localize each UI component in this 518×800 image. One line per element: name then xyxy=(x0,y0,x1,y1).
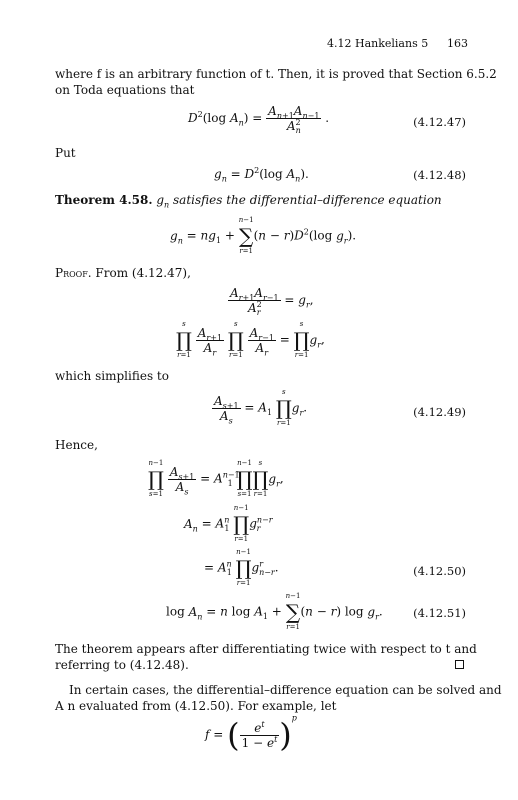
theorem-equation: $g_n = ng_1$ + n−1 ∑ r=1 $(n - r)D^2(\log$ $g_r$). xyxy=(170,216,357,255)
hence-equation: n−1 ∏ s=1 $\frac{A_{s+1}}{A_s}$ = $A^{n-1}_1$ n−1 ∏ s=1 s ∏ r=1 $g_r$, xyxy=(148,459,284,498)
equation-4-12-50: = $A^n_1$ n−1 ∏ r=1 $g^r_{n-r}$. xyxy=(204,548,279,587)
equation-number: (4.12.50) xyxy=(413,564,466,578)
page-number: 163 xyxy=(447,37,468,50)
paragraph-line: on Toda equations that xyxy=(55,83,195,97)
paragraph-line: In certain cases, the differential–difference equation can be solved and xyxy=(69,683,502,697)
equation-number: (4.12.48) xyxy=(413,168,466,182)
equation-4-12-51: $\log A_n = n$ $\log A_1$ + n−1 ∑ r=1 (n − r) $\log g_r$. xyxy=(166,592,383,631)
theorem: Theorem 4.58. $g_n$ satisfies the differential–difference equation xyxy=(55,193,442,210)
An-equation: $A_n = A^n_1$ n−1 ∏ r=1 $g^{n-r}_r$ xyxy=(184,504,273,543)
equation-number: (4.12.49) xyxy=(413,405,466,419)
paragraph-line: Hence, xyxy=(55,438,98,452)
equation-number: (4.12.47) xyxy=(413,115,466,129)
proof-equation-1: $\frac{A_{r+1}A_{r-1}}{A^2_r}$ = $g_r$, xyxy=(230,286,314,318)
theorem-label: Theorem 4.58. xyxy=(55,193,153,207)
paragraph-line: referring to (4.12.48). xyxy=(55,658,189,672)
proof-text: From (4.12.47), xyxy=(95,266,191,280)
proof-label: Proof. xyxy=(55,266,92,280)
proof xyxy=(55,265,191,281)
equation-4-12-48: $g_n = D^2(\log$ $A_n$). xyxy=(214,166,309,184)
paragraph-line: where f is an arbitrary function of t. Then, it is proved that Section 6.5.2 xyxy=(55,67,497,81)
equation-number: (4.12.51) xyxy=(413,606,466,620)
paragraph-line: which simplifies to xyxy=(55,369,169,383)
qed-box xyxy=(455,660,464,669)
equation-4-12-49: $\frac{A_{s+1}}{A_s}$ = $A_1$ s ∏ r=1 $g_r$. xyxy=(214,388,308,427)
f-equation: f = ( $\frac{e^t}{1 - e^t}$ )$^p$ xyxy=(205,713,297,754)
paragraph-line: The theorem appears after differentiating twice with respect to t and xyxy=(55,642,477,656)
running-header: 4.12 Hankelians 5 xyxy=(327,37,429,50)
paragraph-line: A n evaluated from (4.12.50). For example, let xyxy=(55,699,337,713)
proof-equation-2: s ∏ r=1 $\frac{A_{r+1}}{A_r}$ s ∏ r=1 $\frac{A_{r-1}}{A_r}$ = s ∏ r=1 $g_r$, xyxy=(176,320,325,359)
equation-4-12-47: $D^2(\log$ $A_n$) = $\frac{A_{n+1}A_{n-1}}{A^2_n}$ . xyxy=(188,104,330,136)
paragraph-line: Put xyxy=(55,146,76,160)
